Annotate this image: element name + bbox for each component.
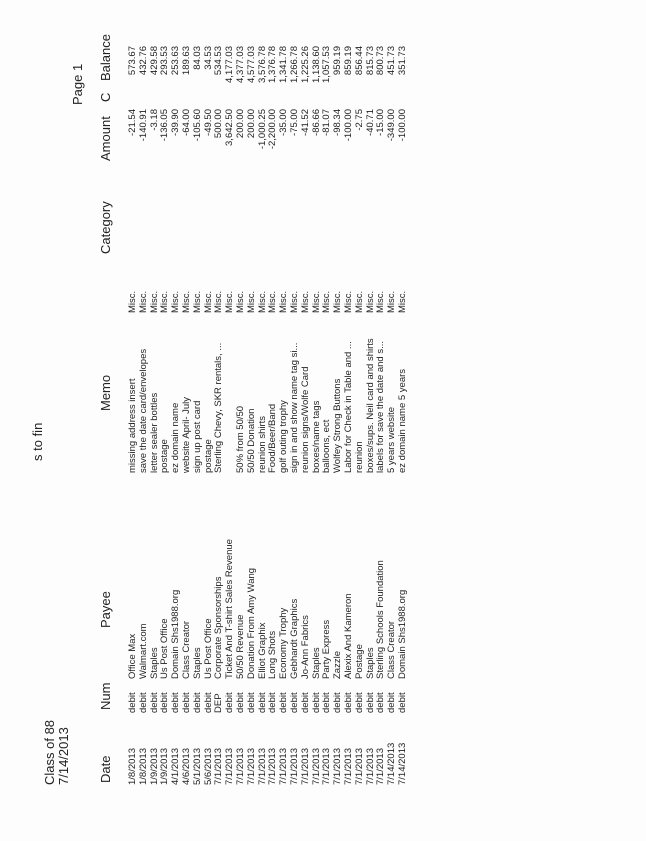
cell-memo: reunion signs/Wolfe Card: [299, 366, 311, 473]
cell-category: Misc.: [180, 290, 192, 313]
cell-payee: Staples: [364, 647, 376, 679]
cell-date: 1/9/2013: [159, 748, 171, 785]
cell-balance: 856.44: [353, 46, 365, 76]
cell-balance: 432.76: [137, 46, 149, 76]
cell-num: debit: [278, 692, 290, 713]
cell-balance: 429.58: [148, 46, 160, 76]
cell-balance: 815.73: [364, 46, 376, 76]
cell-balance: 3,576.78: [256, 46, 268, 83]
cell-category: Misc.: [148, 290, 160, 313]
cell-payee: Sterling Schools Foundation: [375, 560, 387, 679]
cell-amount: -140.91: [137, 109, 149, 142]
cell-amount: -1,000.25: [256, 109, 268, 150]
cell-memo: balloons, ect: [321, 419, 333, 473]
cell-memo: ez domain name 5 years: [396, 368, 408, 473]
cell-payee: Staples: [148, 647, 160, 679]
cell-payee: Economy Trophy: [278, 607, 290, 679]
cell-date: 7/1/2013: [267, 748, 279, 785]
cell-category: Misc.: [396, 290, 408, 313]
cell-date: 7/1/2013: [342, 748, 354, 785]
cell-category: Misc.: [245, 290, 257, 313]
cell-memo: reunion: [353, 441, 365, 473]
cell-category: Misc.: [127, 290, 138, 313]
cell-balance: 293.53: [159, 46, 171, 76]
cell-payee: Long Shots: [267, 630, 279, 679]
cell-balance: 4,177.03: [224, 46, 236, 83]
cell-payee: Party Express: [321, 619, 333, 679]
cell-memo: boxes/name tags: [310, 400, 322, 473]
cell-payee: 50/50 Revenue: [234, 614, 246, 679]
cell-num: debit: [202, 692, 214, 713]
cell-date: 7/1/2013: [299, 748, 311, 785]
cell-payee: Class Creator: [386, 620, 398, 679]
cell-category: Misc.: [375, 290, 387, 313]
cell-amount: -75.00: [288, 109, 300, 136]
cell-num: debit: [310, 692, 322, 713]
cell-category: Misc.: [267, 290, 279, 313]
cell-num: debit: [224, 692, 236, 713]
table-row: [139, 0, 150, 841]
cell-category: Misc.: [321, 290, 333, 313]
cell-balance: 189.63: [180, 46, 192, 76]
cell-date: 7/1/2013: [321, 748, 333, 785]
cell-balance: 1,266.78: [288, 46, 300, 83]
cell-amount: -105.60: [191, 109, 203, 142]
cell-memo: sign up post card: [191, 400, 203, 473]
cell-memo: 50% from 50/50: [234, 405, 246, 473]
cell-payee: Postage: [353, 644, 365, 679]
cell-payee: Staples: [191, 647, 203, 679]
cell-memo: letter sealer bottles: [148, 392, 160, 473]
cell-payee: Ticket And T-shirt Sales Revenue: [224, 539, 236, 679]
cell-amount: -81.07: [321, 109, 333, 136]
cell-balance: 859.19: [342, 46, 354, 76]
table-row: [355, 0, 366, 841]
cell-category: Misc.: [332, 290, 344, 313]
page-number: Page 1: [70, 63, 85, 105]
cell-num: debit: [170, 692, 182, 713]
cell-amount: -41.52: [299, 109, 311, 136]
cell-memo: boxes/sups. Neil card and shirts: [364, 338, 376, 473]
cell-balance: 1,376.78: [267, 46, 279, 83]
cell-amount: -21.54: [127, 109, 138, 136]
column-header-num: Num: [98, 682, 113, 710]
cell-num: debit: [256, 692, 268, 713]
cell-num: debit: [245, 692, 257, 713]
cell-num: debit: [127, 692, 138, 713]
cell-category: Misc.: [213, 290, 225, 313]
cell-category: Misc.: [137, 290, 149, 313]
cell-category: Misc.: [342, 290, 354, 313]
cell-amount: -49.50: [202, 109, 214, 136]
cell-balance: 1,341.78: [278, 46, 290, 83]
cell-payee: Us Post Office: [159, 618, 171, 679]
cell-amount: -349.00: [386, 109, 398, 142]
cell-amount: 3,642.50: [224, 109, 236, 146]
cell-num: DEP: [213, 693, 225, 713]
cell-amount: -136.05: [159, 109, 171, 142]
cell-memo: sign in and show name tag si...: [288, 342, 300, 473]
transaction-table: [128, 0, 409, 841]
table-row: [193, 0, 204, 841]
column-header-balance: Balance: [98, 34, 113, 81]
cell-balance: 351.73: [396, 46, 408, 76]
table-row: [398, 0, 409, 841]
cell-memo: golf outing trophy: [278, 400, 290, 473]
cell-memo: Labor for Check in Table and ...: [342, 341, 354, 473]
cell-amount: -2.75: [353, 109, 365, 131]
cell-payee: Domain Shs1988.org: [170, 589, 182, 679]
cell-amount: -86.66: [310, 109, 322, 136]
cell-balance: 800.73: [375, 46, 387, 76]
cell-date: 7/1/2013: [310, 748, 322, 785]
cell-balance: 451.73: [386, 46, 398, 76]
cell-num: debit: [267, 692, 279, 713]
cell-num: debit: [191, 692, 203, 713]
cell-balance: 573.67: [127, 46, 138, 76]
cell-num: debit: [321, 692, 333, 713]
cell-num: debit: [180, 692, 192, 713]
cell-amount: -15.00: [375, 109, 387, 136]
cell-memo: save the date card/envelopes: [137, 348, 149, 473]
cell-payee: Elliot Graphix: [256, 622, 268, 679]
cell-balance: 34.53: [202, 46, 214, 70]
cell-num: debit: [137, 692, 149, 713]
report-title: s to fin: [30, 422, 45, 461]
column-header-cleared: C: [98, 92, 113, 102]
cell-date: 5/6/2013: [202, 748, 214, 785]
cell-num: debit: [396, 692, 408, 713]
cell-date: 7/1/2013: [224, 748, 236, 785]
cell-num: debit: [148, 692, 160, 713]
cell-balance: 534.53: [213, 46, 225, 76]
cell-amount: -39.90: [170, 109, 182, 136]
report-date: 7/14/2013: [56, 727, 71, 785]
cell-amount: -64.00: [180, 109, 192, 136]
cell-category: Misc.: [202, 290, 214, 313]
table-row: [301, 0, 312, 841]
cell-date: 1/9/2013: [148, 748, 160, 785]
column-header-memo: Memo: [98, 374, 113, 411]
cell-amount: -35.00: [278, 109, 290, 136]
cell-memo: 50/50 Donation: [245, 408, 257, 473]
cell-balance: 4,377.03: [234, 46, 246, 83]
cell-num: debit: [386, 692, 398, 713]
cell-memo: Wolfey Strong Buttons: [332, 378, 344, 473]
cell-payee: Class Creator: [180, 620, 192, 679]
cell-payee: Walmart.com: [137, 623, 149, 679]
cell-memo: reunion shirts: [256, 415, 268, 473]
cell-amount: -100.00: [342, 109, 354, 142]
cell-amount: 200.00: [245, 109, 257, 139]
cell-balance: 253.63: [170, 46, 182, 76]
cell-num: debit: [375, 692, 387, 713]
cell-date: 7/14/2013: [386, 742, 398, 785]
cell-num: debit: [234, 692, 246, 713]
cell-amount: -100.00: [396, 109, 408, 142]
cell-payee: Alexix And Kameron: [342, 593, 354, 679]
cell-payee: Gebhardt Graphics: [288, 598, 300, 679]
cell-amount: -40.71: [364, 109, 376, 136]
cell-amount: -98.34: [332, 109, 344, 136]
cell-category: Misc.: [159, 290, 171, 313]
cell-payee: Office Max: [127, 633, 138, 679]
cell-category: Misc.: [386, 290, 398, 313]
cell-date: 7/1/2013: [353, 748, 365, 785]
cell-date: 7/1/2013: [364, 748, 376, 785]
cell-num: debit: [288, 692, 300, 713]
cell-payee: Jo-Ann Fabrics: [299, 615, 311, 679]
cell-memo: ez domain name: [170, 402, 182, 473]
cell-category: Misc.: [234, 290, 246, 313]
table-row: [247, 0, 258, 841]
cell-memo: postage: [159, 439, 171, 473]
cell-category: Misc.: [310, 290, 322, 313]
cell-category: Misc.: [278, 290, 290, 313]
report-header-left: [43, 720, 71, 785]
cell-balance: 4,577.03: [245, 46, 257, 83]
cell-memo: labels for save the date and s...: [375, 340, 387, 473]
cell-payee: Us Post Office: [202, 618, 214, 679]
cell-date: 7/1/2013: [375, 748, 387, 785]
cell-payee: Staples: [310, 647, 322, 679]
cell-date: 5/1/2013: [191, 748, 203, 785]
cell-amount: -2,200.00: [267, 109, 279, 150]
cell-balance: 1,225.26: [299, 46, 311, 83]
cell-memo: Food/Beer/Band: [267, 403, 279, 473]
cell-amount: 200.00: [234, 109, 246, 139]
cell-num: debit: [299, 692, 311, 713]
cell-date: 4/1/2013: [170, 748, 182, 785]
cell-num: debit: [353, 692, 365, 713]
cell-date: 7/1/2013: [213, 748, 225, 785]
cell-date: 1/8/2013: [127, 748, 138, 785]
cell-balance: 1,138.60: [310, 46, 322, 83]
column-header-payee: Payee: [98, 591, 113, 628]
cell-payee: Corporate Sponsorships: [213, 576, 225, 679]
cell-balance: 959.19: [332, 46, 344, 76]
cell-category: Misc.: [299, 290, 311, 313]
cell-memo: website April- July: [180, 396, 192, 473]
cell-category: Misc.: [288, 290, 300, 313]
cell-date: 4/6/2013: [180, 748, 192, 785]
cell-category: Misc.: [224, 290, 236, 313]
cell-category: Misc.: [353, 290, 365, 313]
cell-date: 7/1/2013: [288, 748, 300, 785]
cell-category: Misc.: [191, 290, 203, 313]
cell-category: Misc.: [256, 290, 268, 313]
cell-num: debit: [332, 692, 344, 713]
cell-amount: 500.00: [213, 109, 225, 139]
cell-date: 1/8/2013: [137, 748, 149, 785]
cell-num: debit: [364, 692, 376, 713]
cell-date: 7/1/2013: [234, 748, 246, 785]
cell-memo: missing address insert: [127, 378, 138, 473]
cell-date: 7/1/2013: [278, 748, 290, 785]
column-header-amount: Amount: [98, 116, 113, 161]
column-header-category: Category: [98, 201, 113, 254]
column-header-date: Date: [98, 755, 113, 783]
cell-memo: postage: [202, 439, 214, 473]
cell-payee: Zazzle: [332, 651, 344, 679]
cell-balance: 84.03: [191, 46, 203, 70]
cell-date: 7/14/2013: [396, 742, 408, 785]
cell-category: Misc.: [170, 290, 182, 313]
cell-date: 7/1/2013: [245, 748, 257, 785]
cell-memo: 5 years website: [386, 406, 398, 473]
cell-category: Misc.: [364, 290, 376, 313]
cell-payee: Domain Shs1988.org: [396, 589, 408, 679]
cell-memo: Sterling Chevy, SKR rentals, ...: [213, 342, 225, 473]
cell-num: debit: [342, 692, 354, 713]
organization-name: Class of 88: [42, 719, 57, 785]
cell-balance: 1,057.53: [321, 46, 333, 83]
cell-date: 7/1/2013: [256, 748, 268, 785]
cell-date: 7/1/2013: [332, 748, 344, 785]
cell-num: debit: [159, 692, 171, 713]
cell-amount: -3.18: [148, 109, 160, 131]
cell-payee: Donation From Amy Wang: [245, 567, 257, 679]
